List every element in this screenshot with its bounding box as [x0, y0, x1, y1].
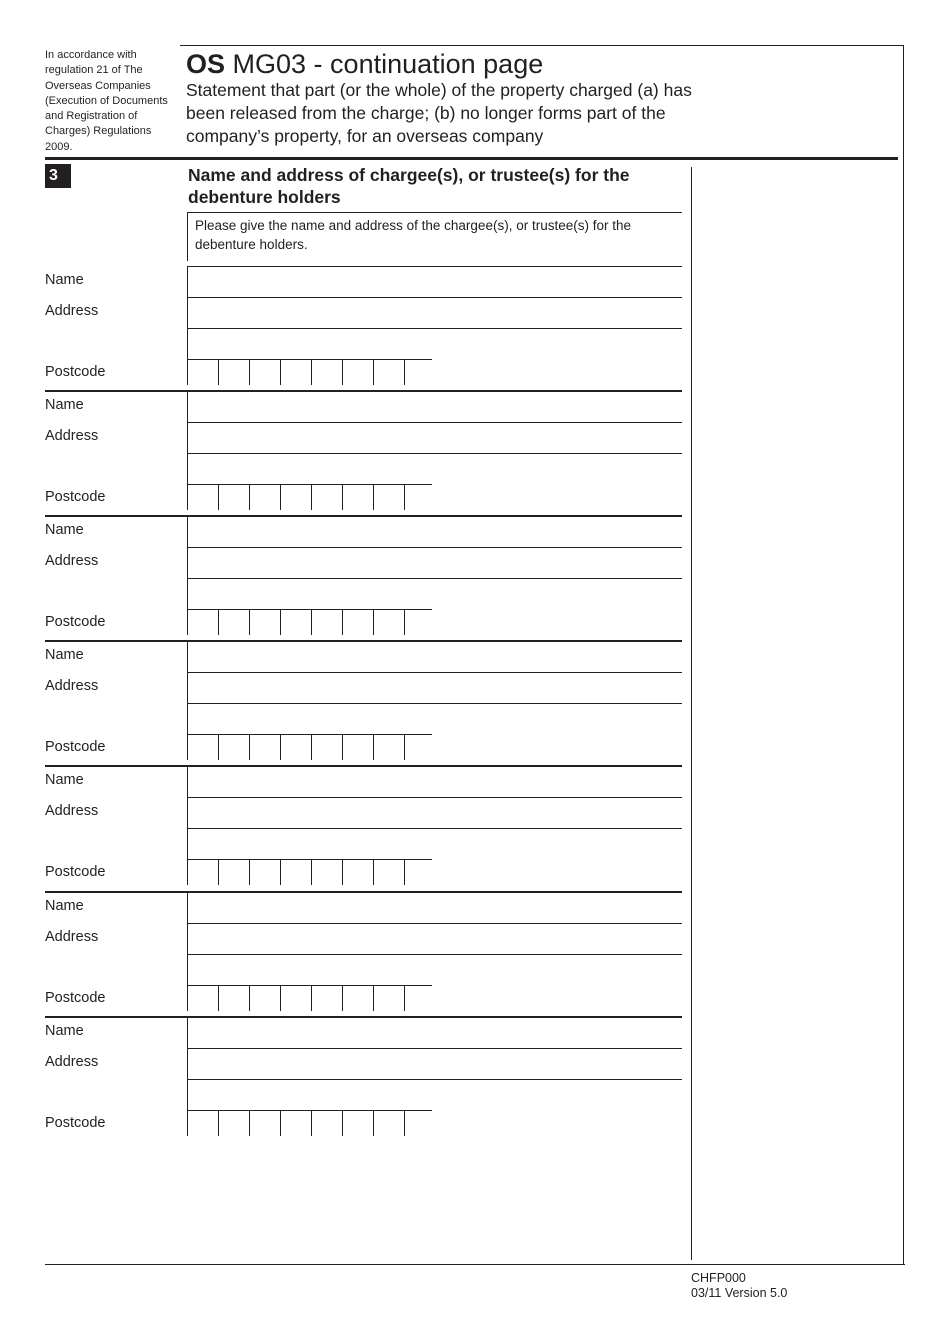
name-label: Name	[45, 397, 84, 413]
postcode-label: Postcode	[45, 614, 106, 630]
entry-separator	[45, 891, 682, 893]
name-label: Name	[45, 898, 84, 914]
postcode-char-box[interactable]	[187, 609, 218, 635]
postcode-char-box[interactable]	[249, 609, 280, 635]
postcode-char-box[interactable]	[280, 734, 311, 760]
postcode-label: Postcode	[45, 1115, 106, 1131]
field-rule	[187, 578, 682, 579]
postcode-char-box[interactable]	[404, 484, 432, 510]
field-rule	[187, 453, 682, 454]
address-label: Address	[45, 803, 99, 819]
postcode-char-box[interactable]	[404, 734, 432, 760]
postcode-char-box[interactable]	[311, 359, 342, 385]
postcode-label: Postcode	[45, 364, 106, 380]
postcode-char-box[interactable]	[218, 484, 249, 510]
postcode-char-box[interactable]	[249, 859, 280, 885]
name-field[interactable]	[187, 1017, 188, 1048]
postcode-char-box[interactable]	[187, 734, 218, 760]
name-field[interactable]	[187, 892, 188, 923]
postcode-char-box[interactable]	[280, 609, 311, 635]
postcode-label: Postcode	[45, 864, 106, 880]
postcode-char-box[interactable]	[342, 359, 373, 385]
name-field[interactable]	[187, 516, 188, 547]
postcode-char-box[interactable]	[187, 1110, 218, 1136]
postcode-char-box[interactable]	[280, 1110, 311, 1136]
postcode-char-box[interactable]	[342, 609, 373, 635]
address-label: Address	[45, 929, 99, 945]
field-rule	[187, 672, 682, 673]
address-line-1-field[interactable]	[187, 1048, 188, 1079]
address-label: Address	[45, 428, 99, 444]
name-label: Name	[45, 772, 84, 788]
field-rule	[187, 954, 682, 955]
address-line-2-field[interactable]	[187, 954, 188, 985]
footer-code: CHFP000	[691, 1271, 746, 1285]
postcode-char-box[interactable]	[218, 859, 249, 885]
postcode-char-box[interactable]	[218, 359, 249, 385]
address-label: Address	[45, 553, 99, 569]
name-field[interactable]	[187, 266, 188, 297]
address-line-2-field[interactable]	[187, 578, 188, 609]
footer-version: 03/11 Version 5.0	[691, 1286, 788, 1300]
name-label: Name	[45, 1023, 84, 1039]
postcode-char-box[interactable]	[404, 1110, 432, 1136]
postcode-char-box[interactable]	[342, 985, 373, 1011]
field-rule	[187, 328, 682, 329]
address-line-2-field[interactable]	[187, 1079, 188, 1110]
field-rule	[187, 297, 682, 298]
field-rule	[187, 1048, 682, 1049]
postcode-char-box[interactable]	[280, 359, 311, 385]
postcode-char-box[interactable]	[187, 985, 218, 1011]
postcode-char-box[interactable]	[218, 609, 249, 635]
name-field[interactable]	[187, 766, 188, 797]
postcode-char-box[interactable]	[373, 359, 404, 385]
address-label: Address	[45, 678, 99, 694]
postcode-label: Postcode	[45, 990, 106, 1006]
field-rule	[187, 1079, 682, 1080]
address-line-1-field[interactable]	[187, 297, 188, 328]
section-heading: Name and address of chargee(s), or trustee(s) for the debenture holders	[188, 165, 630, 207]
postcode-char-box[interactable]	[311, 985, 342, 1011]
field-rule	[187, 703, 682, 704]
field-rule	[187, 828, 682, 829]
form-name: MG03 - continuation page	[232, 49, 544, 79]
postcode-char-box[interactable]	[249, 985, 280, 1011]
postcode-char-box[interactable]	[342, 859, 373, 885]
address-line-1-field[interactable]	[187, 797, 188, 828]
address-line-2-field[interactable]	[187, 828, 188, 859]
section-instruction: Please give the name and address of the chargee(s), or trustee(s) for the debenture holders.	[187, 212, 657, 261]
regulation-note: In accordance with regulation 21 of The Overseas Companies (Execution of Documents and Registration of Charges) Regulations 2009.	[45, 49, 168, 153]
name-label: Name	[45, 272, 84, 288]
postcode-char-box[interactable]	[311, 734, 342, 760]
postcode-char-box[interactable]	[404, 859, 432, 885]
postcode-char-box[interactable]	[218, 734, 249, 760]
postcode-char-box[interactable]	[249, 1110, 280, 1136]
address-line-2-field[interactable]	[187, 328, 188, 359]
form-prefix: OS	[186, 49, 226, 79]
entry-separator	[45, 515, 682, 517]
postcode-char-box[interactable]	[404, 985, 432, 1011]
postcode-char-box[interactable]	[249, 359, 280, 385]
address-line-2-field[interactable]	[187, 703, 188, 734]
margin-divider	[691, 167, 692, 1260]
field-rule	[187, 797, 682, 798]
entry-separator	[45, 390, 682, 392]
postcode-char-box[interactable]	[342, 1110, 373, 1136]
postcode-char-box[interactable]	[373, 1110, 404, 1136]
postcode-char-box[interactable]	[373, 734, 404, 760]
field-rule	[187, 547, 682, 548]
name-label: Name	[45, 647, 84, 663]
postcode-char-box[interactable]	[249, 734, 280, 760]
address-line-1-field[interactable]	[187, 422, 188, 453]
address-label: Address	[45, 303, 99, 319]
postcode-char-box[interactable]	[249, 484, 280, 510]
postcode-char-box[interactable]	[187, 359, 218, 385]
postcode-char-box[interactable]	[404, 609, 432, 635]
entry-separator	[45, 765, 682, 767]
form-subtitle: Statement that part (or the whole) of the property charged (a) has been released from the charge; (b) no longer forms part of the company’s property, for an overseas company	[186, 80, 692, 146]
form-footer	[691, 1271, 787, 1301]
postcode-char-box[interactable]	[187, 484, 218, 510]
entry-separator	[187, 266, 682, 267]
postcode-char-box[interactable]	[311, 484, 342, 510]
bottom-rule	[45, 1264, 905, 1265]
postcode-char-box[interactable]	[373, 484, 404, 510]
postcode-char-box[interactable]	[342, 484, 373, 510]
postcode-char-box[interactable]	[311, 859, 342, 885]
postcode-char-box[interactable]	[187, 859, 218, 885]
postcode-char-box[interactable]	[311, 609, 342, 635]
address-line-1-field[interactable]	[187, 672, 188, 703]
postcode-char-box[interactable]	[342, 734, 373, 760]
postcode-char-box[interactable]	[218, 985, 249, 1011]
name-field[interactable]	[187, 391, 188, 422]
postcode-char-box[interactable]	[373, 609, 404, 635]
address-label: Address	[45, 1054, 99, 1070]
entry-separator	[45, 1016, 682, 1018]
header-rule	[45, 157, 898, 160]
address-line-1-field[interactable]	[187, 547, 188, 578]
postcode-char-box[interactable]	[311, 1110, 342, 1136]
postcode-char-box[interactable]	[404, 359, 432, 385]
postcode-char-box[interactable]	[218, 1110, 249, 1136]
section-number-badge: 3	[45, 164, 71, 188]
address-line-1-field[interactable]	[187, 923, 188, 954]
address-line-2-field[interactable]	[187, 453, 188, 484]
field-rule	[187, 422, 682, 423]
postcode-char-box[interactable]	[280, 985, 311, 1011]
postcode-char-box[interactable]	[373, 859, 404, 885]
name-field[interactable]	[187, 641, 188, 672]
field-rule	[187, 923, 682, 924]
form-title	[186, 48, 543, 80]
name-label: Name	[45, 522, 84, 538]
postcode-label: Postcode	[45, 739, 106, 755]
postcode-char-box[interactable]	[280, 484, 311, 510]
postcode-char-box[interactable]	[280, 859, 311, 885]
entry-separator	[45, 640, 682, 642]
postcode-char-box[interactable]	[373, 985, 404, 1011]
postcode-label: Postcode	[45, 489, 106, 505]
